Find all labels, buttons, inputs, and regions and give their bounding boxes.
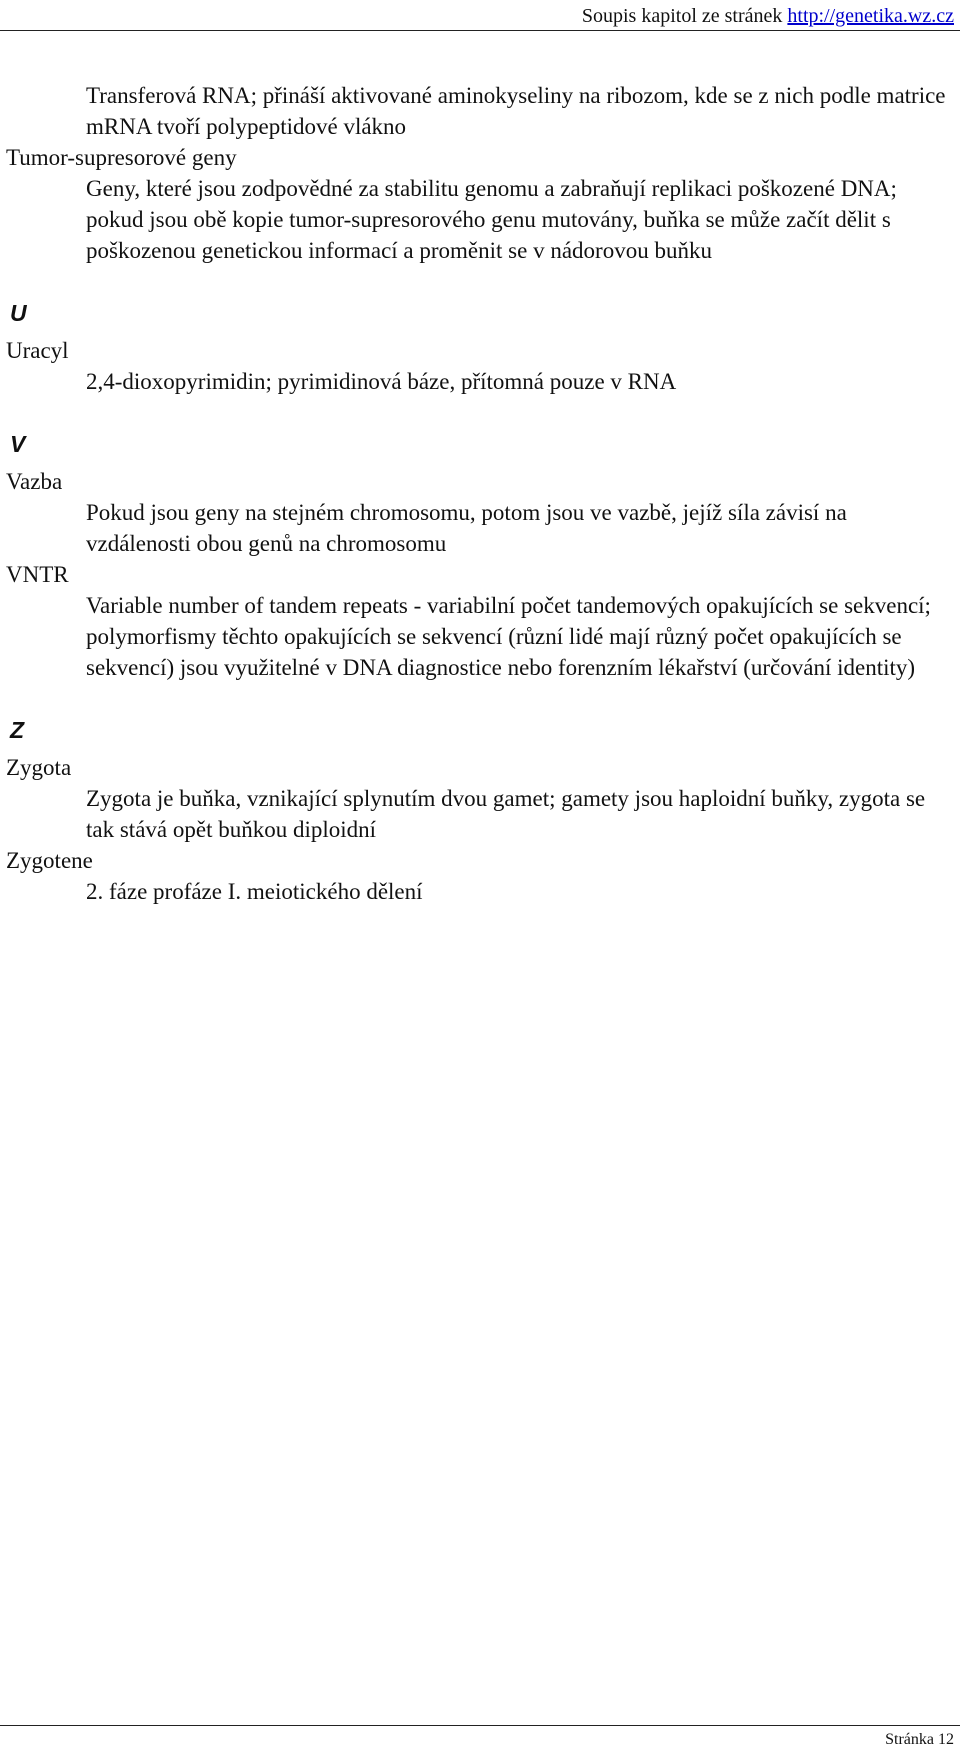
header-text [582, 3, 954, 29]
page-number: Stránka 12 [885, 1731, 954, 1748]
definition-zygotene: 2. fáze profáze I. meiotického dělení [86, 879, 423, 904]
definition-uracyl: 2,4-dioxopyrimidin; pyrimidinová báze, přítomná pouze v RNA [86, 369, 677, 394]
term-uracyl: Uracyl [6, 338, 69, 363]
definition-zygota: Zygota je buňka, vznikající splynutím dvou gamet; gamety jsou haploidní buňky, zygota se tak stává opět buňkou diploidní [86, 786, 926, 842]
glossary-content [6, 80, 954, 907]
section-letter-u: U [10, 300, 27, 326]
definition-vazba: Pokud jsou geny na stejném chromosomu, potom jsou ve vazbě, jejíž síla závisí na vzdálenosti obou genů na chromosomu [86, 500, 847, 556]
term-vazba: Vazba [6, 469, 63, 494]
definition-vntr: Variable number of tandem repeats - variabilní počet tandemových opakujících se sekvencí; polymorfismy těchto opakujících se sekvencí (různí lidé mají různý počet opakujících se sekvencí) jsou využitelné v DNA diagnostice nebo forenzním lékařství (určování identity) [86, 593, 931, 680]
term-vntr: VNTR [6, 562, 69, 587]
term-tumor-supresorove-geny: Tumor-supresorové geny [6, 145, 237, 170]
definition-tumor-supresorove-geny: Geny, které jsou zodpovědné za stabilitu genomu a zabraňují replikaci poškozené DNA; pokud jsou obě kopie tumor-supresorového genu mutovány, buňka se může začít dělit s poškozenou genetickou informací a proměnit se v nádorovou buňku [86, 176, 897, 263]
term-zygotene: Zygotene [6, 848, 93, 873]
page-header [0, 0, 960, 31]
page-footer [0, 1725, 960, 1754]
term-zygota: Zygota [6, 755, 72, 780]
header-link[interactable]: http://genetika.wz.cz [787, 5, 954, 27]
header-title: Soupis kapitol ze stránek [581, 5, 783, 27]
section-letter-v: V [10, 431, 26, 457]
section-letter-z: Z [10, 717, 25, 743]
definition-trna: Transferová RNA; přináší aktivované aminokyseliny na ribozom, kde se z nich podle matrice mRNA tvoří polypeptidové vlákno [86, 83, 946, 139]
